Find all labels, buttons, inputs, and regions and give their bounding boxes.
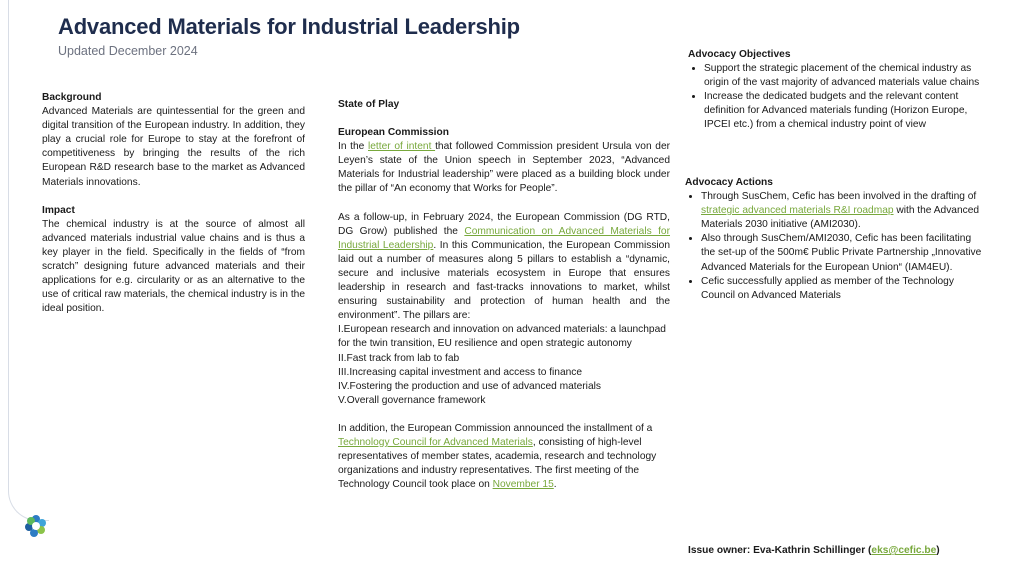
impact-heading: Impact bbox=[42, 204, 75, 216]
list-item: • Increase the dedicated budgets and the relevant content definition for Advanced materials funding (Horizon Europe, IPCEI etc.) from a chemical industry point of view bbox=[704, 90, 988, 132]
text-span: As a follow-up, in February 2024, the European Commission (DG RTD, DG Grow) published the bbox=[338, 211, 670, 237]
text-span: . In this Communication, the European Commission laid out a number of measures along 5 pillars to establish a “dynamic, secure and inclusive materials ecosystem in Europe that ensures leadership in research and fast-tracks innovations to market, whilst ensuring sustainability and protection of human health and the environment”. The pillars are: bbox=[338, 239, 671, 322]
paragraph-letter-of-intent bbox=[338, 140, 670, 196]
state-of-play-heading: State of Play bbox=[338, 99, 400, 110]
background-heading: Background bbox=[42, 92, 102, 103]
list-item: • Cefic successfully applied as member of the Technology Council on Advanced Materials bbox=[701, 275, 985, 303]
november-15-link[interactable]: November 15 bbox=[492, 479, 554, 491]
text-span: . bbox=[553, 479, 557, 491]
advocacy-objectives-heading: Advocacy Objectives bbox=[688, 49, 791, 60]
actions-list bbox=[685, 190, 985, 303]
text-span: Issue owner: Eva-Kathrin Schillinger ( bbox=[688, 545, 872, 556]
text-span: with the Advanced Materials 2030 initiative (AMI2030). bbox=[701, 205, 980, 231]
text-span: that followed Commission president Ursula von der Leyen’s state of the Union speech in September 2023, “Advanced Materials for Industrial leadership” were placed as a building block under the pillar of “An economy that Works for People”. bbox=[338, 141, 670, 195]
owner-email-link[interactable]: eks@cefic.be bbox=[871, 545, 937, 556]
communication-link[interactable]: Communication on Advanced Materials for Industrial Leadership bbox=[338, 225, 670, 251]
impact-text: The chemical industry is at the source of almost all advanced materials industrial value chains and is thus a key player in the field. Specifically in the fields of “from scratch” designing future advanced materials and their applications for e.g. circularity or as an alternative to the use of critical raw materials, the chemical industry is in the ideal position. bbox=[42, 218, 305, 315]
list-item: • Also through SusChem/AMI2030, Cefic has been facilitating the set-up of the 500m€ Public Private Partnership „Innovative Advanced Materials for the European Union“ (IAM4EU). bbox=[701, 232, 985, 274]
advocacy-objectives-section bbox=[688, 48, 988, 133]
pillar-item: II.Fast track from lab to fab bbox=[338, 352, 460, 364]
text-span: In the bbox=[338, 141, 368, 153]
technology-council-link[interactable]: Technology Council for Advanced Materials bbox=[338, 436, 533, 448]
text-span: , consisting of high-level representatives of member states, academia, research and technology organizations and industry representatives. The first meeting of the Technology Council took place on bbox=[338, 436, 657, 491]
page-title: Advanced Materials for Industrial Leadership bbox=[58, 14, 520, 39]
left-column bbox=[42, 91, 305, 316]
pillar-item: I.European research and innovation on advanced materials: a launchpad for the twin transition, EU resilience and open strategic autonomy bbox=[338, 324, 666, 350]
list-item bbox=[701, 190, 985, 232]
objectives-list bbox=[688, 62, 988, 132]
text-span: In addition, the European Commission announced the installment of a bbox=[338, 422, 653, 434]
middle-column bbox=[338, 98, 670, 492]
list-item: • Support the strategic placement of the chemical industry as origin of the vast majority of advanced materials value chains bbox=[704, 62, 988, 90]
cefic-logo-icon bbox=[24, 514, 48, 538]
issue-owner bbox=[688, 545, 940, 556]
advocacy-actions-section bbox=[685, 176, 985, 303]
roadmap-link[interactable]: strategic advanced materials R&I roadmap bbox=[701, 205, 894, 217]
letter-of-intent-link[interactable]: letter of intent bbox=[368, 141, 436, 153]
text-span: ) bbox=[936, 545, 940, 556]
european-commission-heading: European Commission bbox=[338, 127, 449, 139]
pillar-item: III.Increasing capital investment and access to finance bbox=[338, 366, 583, 378]
background-text: Advanced Materials are quintessential for the green and digital transition of the European industry. In addition, they play a crucial role for Europe to stay at the forefront of competitiveness by bringing the results of the rich European R&D research base to the market as Advanced Materials innovations. bbox=[42, 106, 305, 188]
pillar-item: V.Overall governance framework bbox=[338, 394, 486, 406]
pillar-item: IV.Fostering the production and use of advanced materials bbox=[338, 380, 601, 392]
paragraph-technology-council bbox=[338, 422, 670, 492]
page-subtitle: Updated December 2024 bbox=[58, 44, 198, 58]
text-span: Through SusChem, Cefic has been involved in the drafting of bbox=[701, 191, 977, 203]
paragraph-communication bbox=[338, 211, 670, 324]
advocacy-actions-heading: Advocacy Actions bbox=[685, 177, 773, 188]
